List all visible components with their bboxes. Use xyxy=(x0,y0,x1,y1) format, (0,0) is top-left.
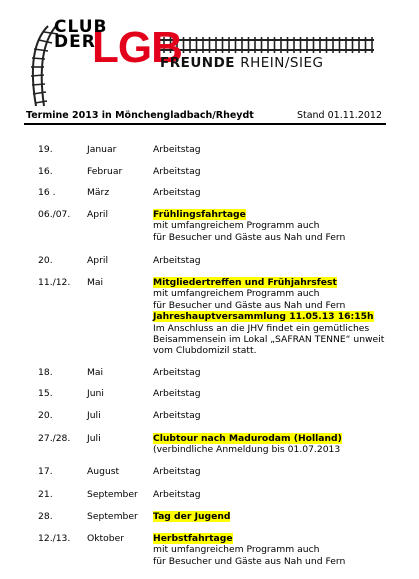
logo-lgb-text: LGB xyxy=(92,23,182,72)
event-line-text: Beisammensein im Lokal „SAFRAN TENNE“ unweit xyxy=(153,334,385,346)
event-line-text: mit umfangreichem Programm auch xyxy=(153,288,320,300)
event-day: 17. xyxy=(38,466,53,477)
event-detail-line xyxy=(153,410,383,421)
event-month: Mai xyxy=(87,367,104,378)
event-detail-line xyxy=(153,232,383,243)
event-description xyxy=(153,255,383,266)
event-line-text: Clubtour nach Madurodam (Holland) xyxy=(153,433,342,444)
event-description xyxy=(153,511,383,522)
event-month: Januar xyxy=(87,144,117,155)
logo-der-text: DER xyxy=(54,32,96,52)
event-month: Juni xyxy=(87,388,104,399)
event-line-text: Mitgliedertreffen und Frühjahrsfest xyxy=(153,277,337,288)
event-detail-line xyxy=(153,345,383,356)
event-highlight-title xyxy=(153,511,383,522)
event-detail-line xyxy=(153,288,383,299)
event-line-text: für Besucher und Gäste aus Nah und Fern xyxy=(153,231,346,243)
event-highlight-title xyxy=(153,433,383,444)
event-description xyxy=(153,166,383,177)
event-line-text: Arbeitstag xyxy=(153,144,201,155)
event-line-text: Arbeitstag xyxy=(153,466,201,477)
event-line-text: für Besucher und Gäste aus Nah und Fern xyxy=(153,299,346,311)
event-month: Juli xyxy=(87,410,101,421)
event-highlight-title xyxy=(153,311,383,322)
event-detail-line xyxy=(153,444,383,455)
club-logo xyxy=(18,18,378,110)
logo-region-text: RHEIN/SIEG xyxy=(240,55,324,71)
event-day: 06./07. xyxy=(38,209,71,220)
event-month: Juli xyxy=(87,433,101,444)
event-description xyxy=(153,187,383,198)
event-detail-line xyxy=(153,388,383,399)
event-description xyxy=(153,466,383,477)
event-detail-line xyxy=(153,255,383,266)
event-line-text: Arbeitstag xyxy=(153,187,201,198)
event-day: 15. xyxy=(38,388,53,399)
event-highlight-title xyxy=(153,209,383,220)
event-month: März xyxy=(87,187,110,198)
event-line-text: für Besucher und Gäste aus Nah und Fern xyxy=(153,555,346,567)
event-line-text: Jahreshauptversammlung 11.05.13 16:15h xyxy=(153,311,374,323)
event-detail-line xyxy=(153,323,383,334)
event-line-text: vom Clubdomizil statt. xyxy=(153,345,257,357)
event-day: 11./12. xyxy=(38,277,71,288)
event-month: August xyxy=(87,466,120,477)
event-detail-line xyxy=(153,144,383,155)
event-detail-line xyxy=(153,466,383,477)
event-highlight-title xyxy=(153,277,383,288)
event-day: 28. xyxy=(38,511,53,522)
event-detail-line xyxy=(153,300,383,311)
event-day: 20. xyxy=(38,410,53,421)
event-description xyxy=(153,433,383,456)
event-detail-line xyxy=(153,220,383,231)
event-day: 20. xyxy=(38,255,53,266)
event-line-text: Arbeitstag xyxy=(153,367,201,378)
event-description xyxy=(153,367,383,378)
event-month: April xyxy=(87,255,108,266)
header-divider xyxy=(24,123,386,125)
event-description xyxy=(153,533,383,567)
event-line-text: Arbeitstag xyxy=(153,255,201,266)
event-highlight-title xyxy=(153,533,383,544)
event-detail-line xyxy=(153,367,383,378)
event-month: Februar xyxy=(87,166,123,177)
event-day: 18. xyxy=(38,367,53,378)
event-description xyxy=(153,388,383,399)
event-detail-line xyxy=(153,556,383,567)
event-day: 12./13. xyxy=(38,533,71,544)
event-line-text: Herbstfahrtage xyxy=(153,533,233,544)
event-description xyxy=(153,489,383,500)
event-line-text: Tag der Jugend xyxy=(153,511,231,522)
event-day: 27./28. xyxy=(38,433,71,444)
stand-date: Stand 01.11.2012 xyxy=(296,110,382,121)
event-line-text: (verbindliche Anmeldung bis 01.07.2013 xyxy=(153,444,341,456)
logo-club-text: CLUB xyxy=(54,17,108,37)
event-line-text: Arbeitstag xyxy=(153,166,201,177)
event-line-text: mit umfangreichem Programm auch xyxy=(153,220,320,232)
page-title: Termine 2013 in Mönchengladbach/Rheydt xyxy=(26,110,254,121)
event-month: April xyxy=(87,209,108,220)
event-detail-line xyxy=(153,489,383,500)
event-day: 19. xyxy=(38,144,53,155)
event-detail-line xyxy=(153,544,383,555)
event-detail-line xyxy=(153,166,383,177)
logo-freunde-text: FREUNDE xyxy=(160,55,236,71)
event-day: 16. xyxy=(38,166,53,177)
event-detail-line xyxy=(153,187,383,198)
event-month: Mai xyxy=(87,277,104,288)
event-description xyxy=(153,144,383,155)
event-description xyxy=(153,410,383,421)
event-month: September xyxy=(87,489,138,500)
event-line-text: Arbeitstag xyxy=(153,489,201,500)
event-month: Oktober xyxy=(87,533,125,544)
event-line-text: mit umfangreichem Programm auch xyxy=(153,544,320,556)
event-day: 21. xyxy=(38,489,53,500)
event-month: September xyxy=(87,511,138,522)
event-line-text: Frühlingsfahrtage xyxy=(153,209,246,220)
event-day: 16 . xyxy=(38,187,56,198)
event-description xyxy=(153,277,383,357)
event-line-text: Arbeitstag xyxy=(153,410,201,421)
logo-subtitle xyxy=(160,55,323,71)
event-line-text: Arbeitstag xyxy=(153,388,201,399)
event-line-text: Im Anschluss an die JHV findet ein gemütliches xyxy=(153,322,370,334)
event-detail-line xyxy=(153,334,383,345)
event-description xyxy=(153,209,383,243)
